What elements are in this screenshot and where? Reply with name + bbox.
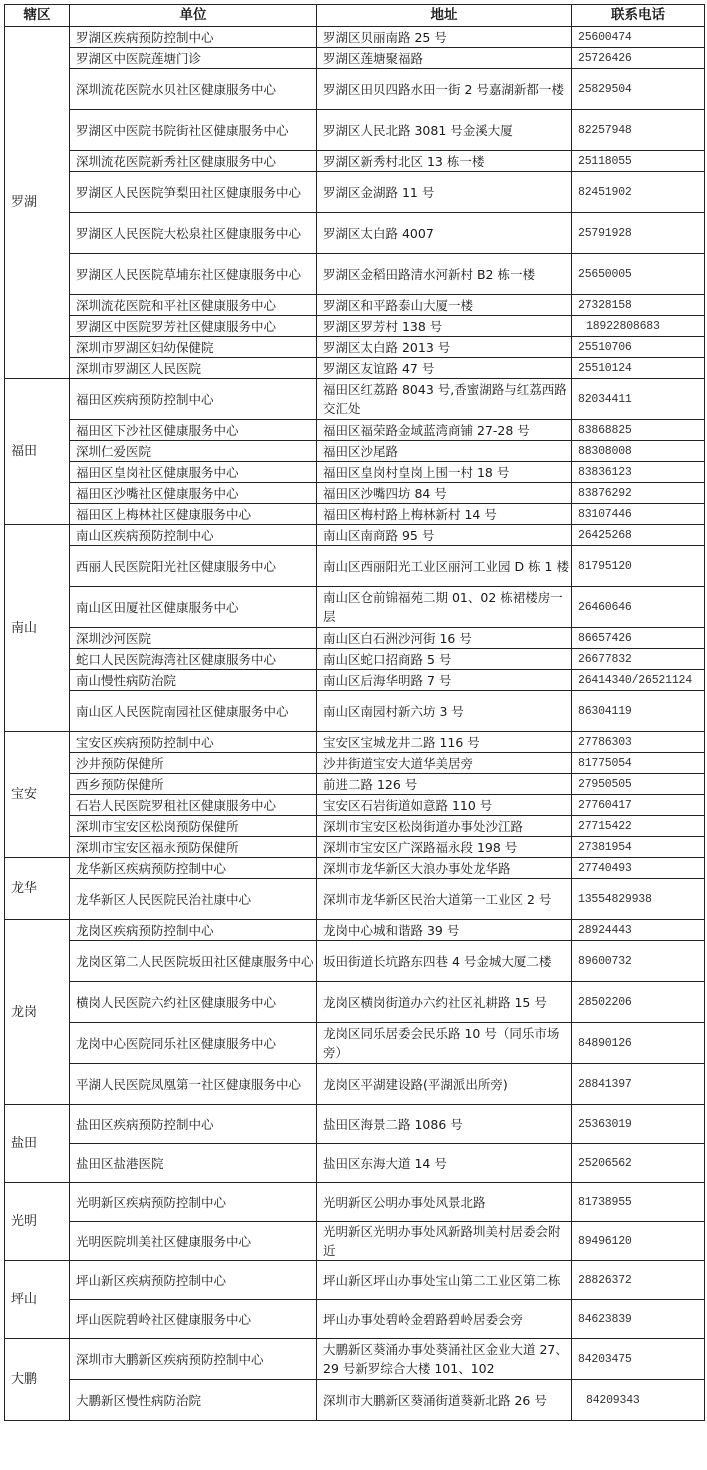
address-cell: 罗湖区人民北路 3081 号金溪大厦 xyxy=(317,110,572,151)
address-cell: 盐田区东海大道 14 号 xyxy=(317,1144,572,1183)
address-cell: 龙岗区平湖建设路(平湖派出所旁) xyxy=(317,1064,572,1105)
address-cell: 大鹏新区葵涌办事处葵涌社区金业大道 27、29 号新罗综合大楼 101、102 xyxy=(317,1339,572,1380)
unit-cell: 深圳市大鹏新区疾病预防控制中心 xyxy=(70,1339,317,1380)
phone-cell: 83107446 xyxy=(572,504,705,525)
table-row xyxy=(5,879,705,920)
address-cell: 罗湖区罗芳村 138 号 xyxy=(317,316,572,337)
address-cell: 深圳市宝安区广深路福永段 198 号 xyxy=(317,837,572,858)
table-row xyxy=(5,337,705,358)
address-cell: 罗湖区新秀村北区 13 栋一楼 xyxy=(317,151,572,172)
table-row xyxy=(5,1300,705,1339)
table-row xyxy=(5,213,705,254)
table-row xyxy=(5,774,705,795)
unit-cell: 福田区上梅林社区健康服务中心 xyxy=(70,504,317,525)
table-row xyxy=(5,172,705,213)
phone-cell: 27760417 xyxy=(572,795,705,816)
phone-cell: 26677832 xyxy=(572,649,705,670)
table-row xyxy=(5,69,705,110)
phone-cell: 25791928 xyxy=(572,213,705,254)
district-cell: 盐田 xyxy=(5,1105,70,1183)
address-cell: 罗湖区友谊路 47 号 xyxy=(317,358,572,379)
phone-cell: 25650005 xyxy=(572,254,705,295)
unit-cell: 罗湖区中医院书院街社区健康服务中心 xyxy=(70,110,317,151)
table-row xyxy=(5,628,705,649)
table-row xyxy=(5,982,705,1023)
phone-cell: 27786303 xyxy=(572,732,705,753)
table-row xyxy=(5,441,705,462)
clinic-table xyxy=(4,4,705,1421)
unit-cell: 罗湖区疾病预防控制中心 xyxy=(70,27,317,48)
phone-cell: 26414340/26521124 xyxy=(572,670,705,691)
phone-cell: 27715422 xyxy=(572,816,705,837)
table-row xyxy=(5,941,705,982)
unit-cell: 深圳流花医院和平社区健康服务中心 xyxy=(70,295,317,316)
address-cell: 光明新区光明办事处风新路圳美村居委会附近 xyxy=(317,1222,572,1261)
unit-cell: 龙岗中心医院同乐社区健康服务中心 xyxy=(70,1023,317,1064)
district-cell: 福田 xyxy=(5,379,70,525)
phone-cell: 26460646 xyxy=(572,587,705,628)
address-cell: 盐田区海景二路 1086 号 xyxy=(317,1105,572,1144)
unit-cell: 罗湖区人民医院笋梨田社区健康服务中心 xyxy=(70,172,317,213)
unit-cell: 罗湖区人民医院大松泉社区健康服务中心 xyxy=(70,213,317,254)
address-cell: 前进二路 126 号 xyxy=(317,774,572,795)
table-row xyxy=(5,504,705,525)
phone-cell: 84203475 xyxy=(572,1339,705,1380)
table-row xyxy=(5,732,705,753)
address-cell: 深圳市龙华新区民治大道第一工业区 2 号 xyxy=(317,879,572,920)
phone-cell: 84209343 xyxy=(572,1380,705,1421)
district-cell: 罗湖 xyxy=(5,27,70,379)
table-row xyxy=(5,1144,705,1183)
address-cell: 福田区梅村路上梅林新村 14 号 xyxy=(317,504,572,525)
district-cell: 宝安 xyxy=(5,732,70,858)
unit-cell: 大鹏新区慢性病防治院 xyxy=(70,1380,317,1421)
table-row xyxy=(5,358,705,379)
address-cell: 南山区后海华明路 7 号 xyxy=(317,670,572,691)
unit-cell: 福田区沙嘴社区健康服务中心 xyxy=(70,483,317,504)
table-body xyxy=(5,27,705,1421)
table-row xyxy=(5,110,705,151)
unit-cell: 西丽人民医院阳光社区健康服务中心 xyxy=(70,546,317,587)
table-row xyxy=(5,420,705,441)
table-row xyxy=(5,295,705,316)
phone-cell: 25118055 xyxy=(572,151,705,172)
district-cell: 龙华 xyxy=(5,858,70,920)
table-row xyxy=(5,1380,705,1421)
table-row xyxy=(5,48,705,69)
table-row xyxy=(5,795,705,816)
table-row xyxy=(5,316,705,337)
district-cell: 光明 xyxy=(5,1183,70,1261)
unit-cell: 西乡预防保健所 xyxy=(70,774,317,795)
address-cell: 罗湖区和平路泰山大厦一楼 xyxy=(317,295,572,316)
unit-cell: 深圳市罗湖区人民医院 xyxy=(70,358,317,379)
unit-cell: 罗湖区中医院莲塘门诊 xyxy=(70,48,317,69)
table-row xyxy=(5,1183,705,1222)
address-cell: 南山区南商路 95 号 xyxy=(317,525,572,546)
address-cell: 罗湖区田贝四路水田一街 2 号嘉湖新都一楼 xyxy=(317,69,572,110)
table-row xyxy=(5,649,705,670)
unit-cell: 深圳市宝安区松岗预防保健所 xyxy=(70,816,317,837)
phone-cell: 82034411 xyxy=(572,379,705,420)
table-row xyxy=(5,920,705,941)
unit-cell: 龙华新区人民医院民治社康中心 xyxy=(70,879,317,920)
address-cell: 南山区白石洲沙河街 16 号 xyxy=(317,628,572,649)
table-row xyxy=(5,1222,705,1261)
table-row xyxy=(5,691,705,732)
clinic-directory xyxy=(4,4,705,1421)
unit-cell: 石岩人民医院罗租社区健康服务中心 xyxy=(70,795,317,816)
phone-cell: 89600732 xyxy=(572,941,705,982)
unit-cell: 盐田区疾病预防控制中心 xyxy=(70,1105,317,1144)
phone-cell: 86657426 xyxy=(572,628,705,649)
address-cell: 福田区沙嘴四坊 84 号 xyxy=(317,483,572,504)
address-cell: 宝安区宝城龙井二路 116 号 xyxy=(317,732,572,753)
address-cell: 罗湖区贝丽南路 25 号 xyxy=(317,27,572,48)
district-cell: 坪山 xyxy=(5,1261,70,1339)
phone-cell: 25510706 xyxy=(572,337,705,358)
phone-cell: 28826372 xyxy=(572,1261,705,1300)
phone-cell: 83876292 xyxy=(572,483,705,504)
phone-cell: 25510124 xyxy=(572,358,705,379)
phone-cell: 27381954 xyxy=(572,837,705,858)
address-cell: 南山区西丽阳光工业区丽河工业园 D 栋 1 楼 xyxy=(317,546,572,587)
unit-cell: 深圳市宝安区福永预防保健所 xyxy=(70,837,317,858)
address-cell: 福田区皇岗村皇岗上围一村 18 号 xyxy=(317,462,572,483)
table-row xyxy=(5,462,705,483)
unit-cell: 深圳流花医院水贝社区健康服务中心 xyxy=(70,69,317,110)
phone-cell: 89496120 xyxy=(572,1222,705,1261)
district-cell: 龙岗 xyxy=(5,920,70,1105)
table-row xyxy=(5,525,705,546)
phone-cell: 84890126 xyxy=(572,1023,705,1064)
unit-cell: 蛇口人民医院海湾社区健康服务中心 xyxy=(70,649,317,670)
phone-cell: 88308008 xyxy=(572,441,705,462)
table-row xyxy=(5,1339,705,1380)
unit-cell: 南山区人民医院南园社区健康服务中心 xyxy=(70,691,317,732)
table-row xyxy=(5,816,705,837)
phone-cell: 28502206 xyxy=(572,982,705,1023)
header-address: 地址 xyxy=(317,5,572,27)
phone-cell: 84623839 xyxy=(572,1300,705,1339)
address-cell: 宝安区石岩街道如意路 110 号 xyxy=(317,795,572,816)
table-row xyxy=(5,1023,705,1064)
unit-cell: 沙井预防保健所 xyxy=(70,753,317,774)
address-cell: 龙岗区同乐居委会民乐路 10 号（同乐市场旁） xyxy=(317,1023,572,1064)
table-row xyxy=(5,1105,705,1144)
table-row xyxy=(5,587,705,628)
unit-cell: 南山区疾病预防控制中心 xyxy=(70,525,317,546)
phone-cell: 82451902 xyxy=(572,172,705,213)
phone-cell: 13554829938 xyxy=(572,879,705,920)
unit-cell: 深圳流花医院新秀社区健康服务中心 xyxy=(70,151,317,172)
address-cell: 福田区红荔路 8043 号,香蜜湖路与红荔西路交汇处 xyxy=(317,379,572,420)
unit-cell: 坪山医院碧岭社区健康服务中心 xyxy=(70,1300,317,1339)
phone-cell: 81738955 xyxy=(572,1183,705,1222)
phone-cell: 86304119 xyxy=(572,691,705,732)
address-cell: 福田区福荣路金域蓝湾商铺 27-28 号 xyxy=(317,420,572,441)
unit-cell: 盐田区盐港医院 xyxy=(70,1144,317,1183)
unit-cell: 平湖人民医院凤凰第一社区健康服务中心 xyxy=(70,1064,317,1105)
unit-cell: 深圳沙河医院 xyxy=(70,628,317,649)
address-cell: 罗湖区太白路 4007 xyxy=(317,213,572,254)
table-row xyxy=(5,1261,705,1300)
unit-cell: 南山慢性病防治院 xyxy=(70,670,317,691)
table-row xyxy=(5,837,705,858)
address-cell: 南山区南园村新六坊 3 号 xyxy=(317,691,572,732)
unit-cell: 龙华新区疾病预防控制中心 xyxy=(70,858,317,879)
address-cell: 福田区沙尾路 xyxy=(317,441,572,462)
unit-cell: 福田区下沙社区健康服务中心 xyxy=(70,420,317,441)
header-phone: 联系电话 xyxy=(572,5,705,27)
unit-cell: 深圳仁爱医院 xyxy=(70,441,317,462)
phone-cell: 27950505 xyxy=(572,774,705,795)
unit-cell: 罗湖区人民医院草埔东社区健康服务中心 xyxy=(70,254,317,295)
phone-cell: 27328158 xyxy=(572,295,705,316)
table-row xyxy=(5,483,705,504)
address-cell: 深圳市宝安区松岗街道办事处沙江路 xyxy=(317,816,572,837)
address-cell: 罗湖区金湖路 11 号 xyxy=(317,172,572,213)
table-row xyxy=(5,546,705,587)
phone-cell: 83836123 xyxy=(572,462,705,483)
unit-cell: 罗湖区中医院罗芳社区健康服务中心 xyxy=(70,316,317,337)
header-district: 辖区 xyxy=(5,5,70,27)
phone-cell: 25600474 xyxy=(572,27,705,48)
unit-cell: 南山区田厦社区健康服务中心 xyxy=(70,587,317,628)
table-row xyxy=(5,1064,705,1105)
phone-cell: 28924443 xyxy=(572,920,705,941)
unit-cell: 龙岗区第二人民医院坂田社区健康服务中心 xyxy=(70,941,317,982)
unit-cell: 龙岗区疾病预防控制中心 xyxy=(70,920,317,941)
unit-cell: 福田区疾病预防控制中心 xyxy=(70,379,317,420)
unit-cell: 光明医院圳美社区健康服务中心 xyxy=(70,1222,317,1261)
phone-cell: 27740493 xyxy=(572,858,705,879)
header-unit: 单位 xyxy=(70,5,317,27)
address-cell: 沙井街道宝安大道华美居旁 xyxy=(317,753,572,774)
phone-cell: 18922808683 xyxy=(572,316,705,337)
phone-cell: 25206562 xyxy=(572,1144,705,1183)
phone-cell: 26425268 xyxy=(572,525,705,546)
unit-cell: 横岗人民医院六约社区健康服务中心 xyxy=(70,982,317,1023)
district-cell: 南山 xyxy=(5,525,70,732)
unit-cell: 深圳市罗湖区妇幼保健院 xyxy=(70,337,317,358)
address-cell: 深圳市大鹏新区葵涌街道葵新北路 26 号 xyxy=(317,1380,572,1421)
address-cell: 罗湖区莲塘聚福路 xyxy=(317,48,572,69)
address-cell: 罗湖区太白路 2013 号 xyxy=(317,337,572,358)
address-cell: 龙岗区横岗街道办六约社区礼耕路 15 号 xyxy=(317,982,572,1023)
table-row xyxy=(5,151,705,172)
address-cell: 光明新区公明办事处风景北路 xyxy=(317,1183,572,1222)
address-cell: 深圳市龙华新区大浪办事处龙华路 xyxy=(317,858,572,879)
phone-cell: 25363019 xyxy=(572,1105,705,1144)
table-row xyxy=(5,379,705,420)
address-cell: 坂田街道长坑路东四巷 4 号金城大厦二楼 xyxy=(317,941,572,982)
address-cell: 南山区仓前锦福苑二期 01、02 栋裙楼房一层 xyxy=(317,587,572,628)
phone-cell: 83868825 xyxy=(572,420,705,441)
address-cell: 坪山新区坪山办事处宝山第二工业区第二栋 xyxy=(317,1261,572,1300)
table-row xyxy=(5,753,705,774)
address-cell: 罗湖区金稻田路清水河新村 B2 栋一楼 xyxy=(317,254,572,295)
address-cell: 南山区蛇口招商路 5 号 xyxy=(317,649,572,670)
phone-cell: 25829504 xyxy=(572,69,705,110)
unit-cell: 福田区皇岗社区健康服务中心 xyxy=(70,462,317,483)
table-row xyxy=(5,27,705,48)
unit-cell: 光明新区疾病预防控制中心 xyxy=(70,1183,317,1222)
table-row xyxy=(5,858,705,879)
unit-cell: 坪山新区疾病预防控制中心 xyxy=(70,1261,317,1300)
table-row xyxy=(5,670,705,691)
phone-cell: 81775054 xyxy=(572,753,705,774)
table-row xyxy=(5,254,705,295)
phone-cell: 28841397 xyxy=(572,1064,705,1105)
phone-cell: 81795120 xyxy=(572,546,705,587)
phone-cell: 25726426 xyxy=(572,48,705,69)
address-cell: 坪山办事处碧岭金碧路碧岭居委会旁 xyxy=(317,1300,572,1339)
address-cell: 龙岗中心城和谐路 39 号 xyxy=(317,920,572,941)
unit-cell: 宝安区疾病预防控制中心 xyxy=(70,732,317,753)
district-cell: 大鹏 xyxy=(5,1339,70,1421)
header-row xyxy=(5,5,705,27)
phone-cell: 82257948 xyxy=(572,110,705,151)
